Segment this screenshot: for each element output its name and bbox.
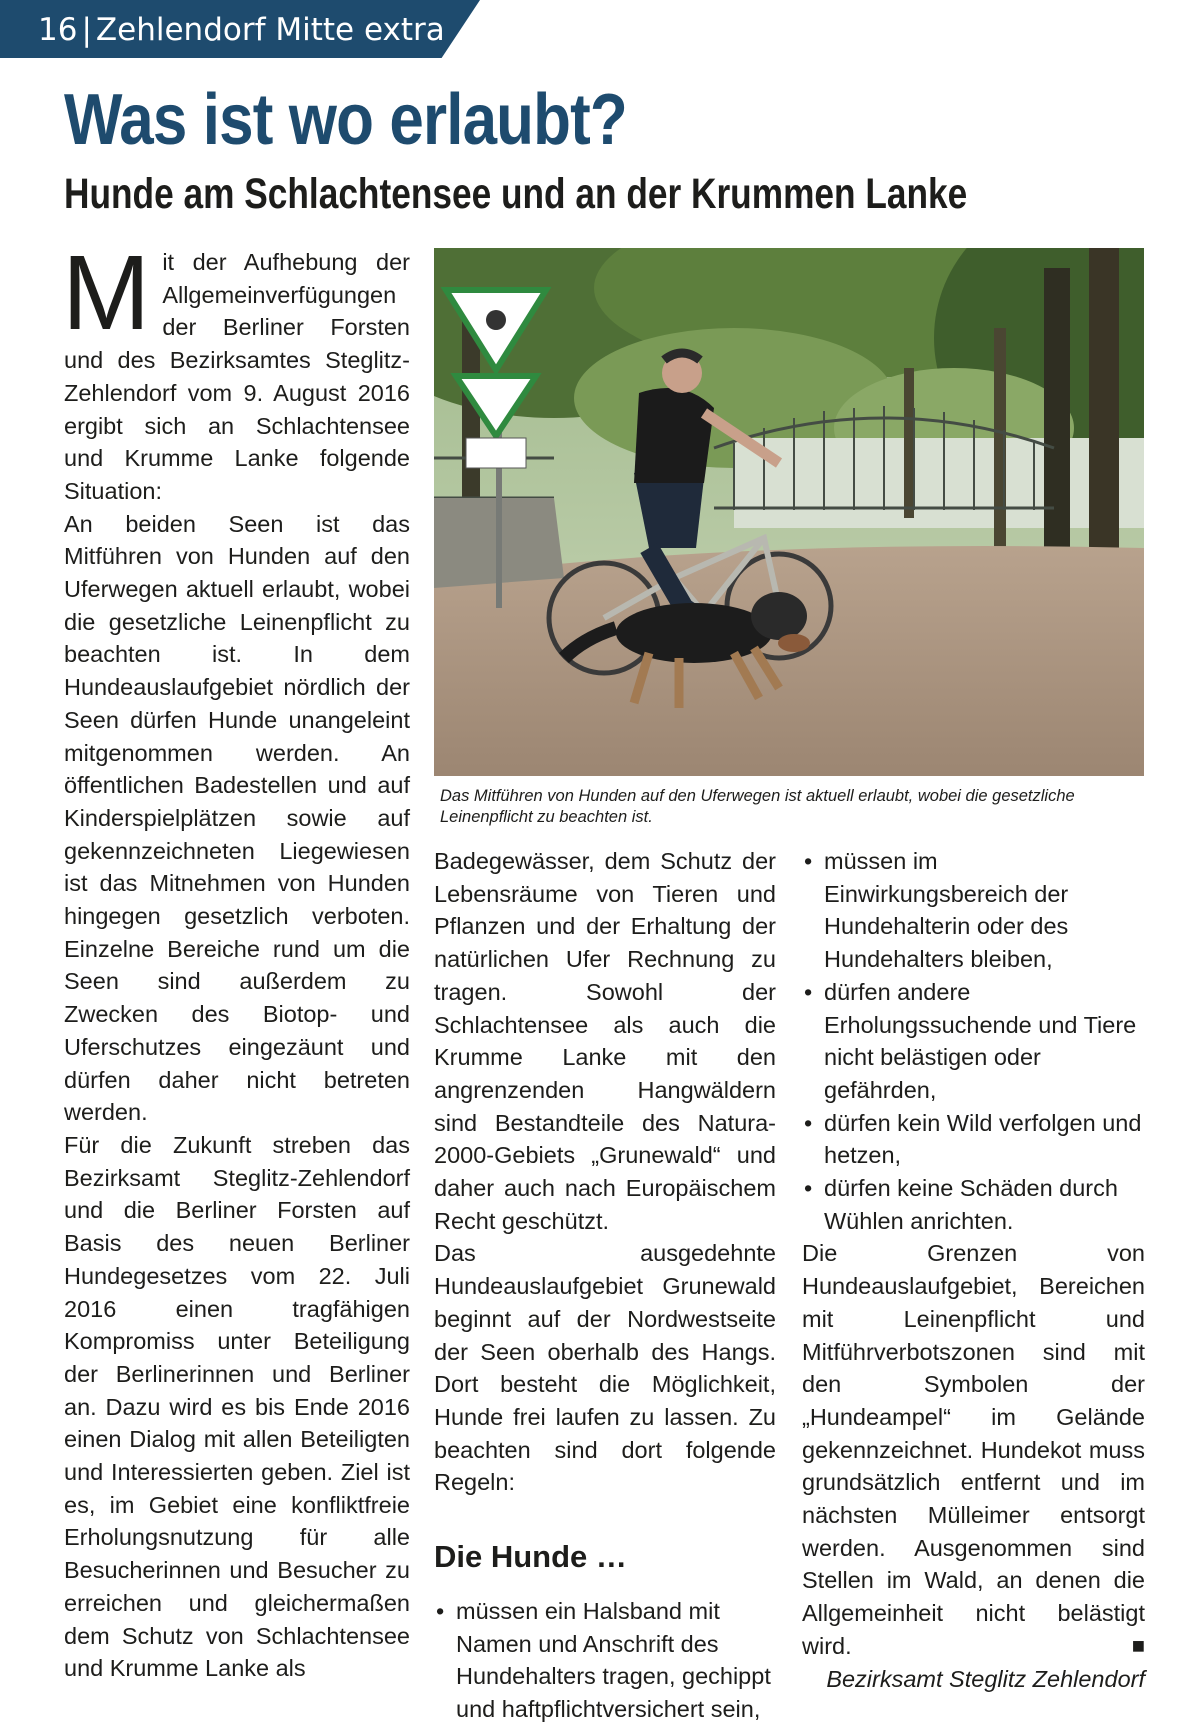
article-photo — [434, 248, 1144, 776]
rules-list — [434, 1595, 776, 1726]
body-paragraph: An beiden Seen ist das Mitführen von Hunden auf den Uferwegen aktuell erlaubt, wobei die gesetzliche Leinenpflicht zu beachten ist. In dem Hundeauslaufgebiet nördlich der Seen dürfen Hunde unangeleint mitgenommen werden. An öffentlichen Badestellen und auf Kinderspielplätzen sowie auf gekennzeichneten Liegewiesen ist das Mitnehmen von Hunden hingegen gesetzlich verboten. Einzelne Bereiche rund um die Seen sind außerdem zu Zwecken des Biotop- und Uferschutzes eingezäunt und dürfen daher nicht betreten werden. — [64, 510, 410, 1126]
intro-text: it der Aufhebung der Allgemeinverfügungen der Berliner Forsten und des Bezirksamtes Steglitz-Zehlendorf vom 9. August 2016 ergibt sich an Schlachtensee und Krumme Lanke folgende Situation: — [64, 249, 410, 504]
section-header — [38, 12, 445, 48]
page-number: 16 — [38, 12, 78, 48]
body-paragraph: Das ausgedehnte Hundeauslaufgebiet Grunewald beginnt auf der Nordwestseite der Seen oberhalb des Hangs. Dort besteht die Möglichkeit, Hunde frei laufen zu lassen. Zu beachten sind dort folgende Regeln: — [434, 1240, 776, 1496]
section-name: Zehlendorf Mitte extra — [95, 12, 445, 48]
body-paragraph: Für die Zukunft streben das Bezirksamt Steglitz-Zehlendorf und die Berliner Forsten auf Basis des neuen Berliner Hundegesetzes vom 22. Juli 2016 einen tragfähigen Kompromiss unter Beteiligung der Berlinerinnen und Berliner an. Dazu wird es bis Ende 2016 einen Dialog mit allen Beteiligten und Interessierten geben. Ziel ist es, im Gebiet eine konfliktfreie Erholungsnutzung für alle Besucherinnen und Besucher zu erreichen und gleichermaßen dem Schutz von Schlachtensee und Krumme Lanke als — [64, 1131, 410, 1682]
photo-caption: Das Mitführen von Hunden auf den Uferwegen ist aktuell erlaubt, wobei die gesetzliche Leinenpflicht zu beachten ist. — [440, 787, 1075, 826]
body-paragraph — [802, 1237, 1145, 1662]
header-separator: | — [81, 12, 92, 48]
article-column-3 — [802, 845, 1145, 1695]
end-mark-icon: ■ — [1131, 1632, 1145, 1658]
rules-list-continued — [802, 845, 1145, 1237]
body-paragraph: Badegewässer, dem Schutz der Lebensräume von Tieren und Pflanzen und der Erhaltung der natürlichen Ufer Rechnung zu tragen. Sowohl der Schlachtensee als auch die Krumme Lanke mit den angrenzenden Hangwäldern sind Bestandteile des Natura-2000-Gebiets „Grunewald“ und daher auch nach Europäischem Recht geschützt. — [434, 848, 776, 1234]
article-title: Was ist wo erlaubt? — [64, 80, 627, 160]
closing-text: Die Grenzen von Hundeauslaufgebiet, Bereichen mit Leinenpflicht und Mitführverbotszonen sind mit den Symbolen der „Hundeampel“ im Gelände gekennzeichnet. Hundekot muss grundsätzlich entfernt und im nächsten Mülleimer entsorgt werden. Ausgenommen sind Stellen im Wald, an denen die Allgemeinheit nicht belästigt wird. — [802, 1240, 1145, 1659]
article-subtitle: Hunde am Schlachtensee und an der Krummen Lanke — [64, 170, 968, 218]
drop-cap: M — [62, 234, 151, 352]
photo-cyclist-with-dog — [434, 248, 1144, 776]
section-heading: Die Hunde … — [434, 1539, 627, 1575]
rule-item: • dürfen andere Erholungssuchende und Tiere nicht belästigen oder gefährden, — [802, 976, 1145, 1107]
article-column-1 — [62, 234, 410, 1685]
rule-item: • dürfen keine Schäden durch Wühlen anrichten. — [802, 1172, 1145, 1237]
article-signature: Bezirksamt Steglitz Zehlendorf — [826, 1665, 1145, 1692]
rule-item: • müssen im Einwirkungsbereich der Hundehalterin oder des Hundehalters bleiben, — [802, 845, 1145, 976]
intro-paragraph — [62, 234, 410, 508]
rule-item: • dürfen kein Wild verfolgen und hetzen, — [802, 1107, 1145, 1172]
article-column-2 — [434, 845, 776, 1726]
rule-item: • müssen ein Halsband mit Namen und Anschrift des Hundehalters tragen, gechippt und haftpflichtversichert sein, — [434, 1595, 776, 1726]
